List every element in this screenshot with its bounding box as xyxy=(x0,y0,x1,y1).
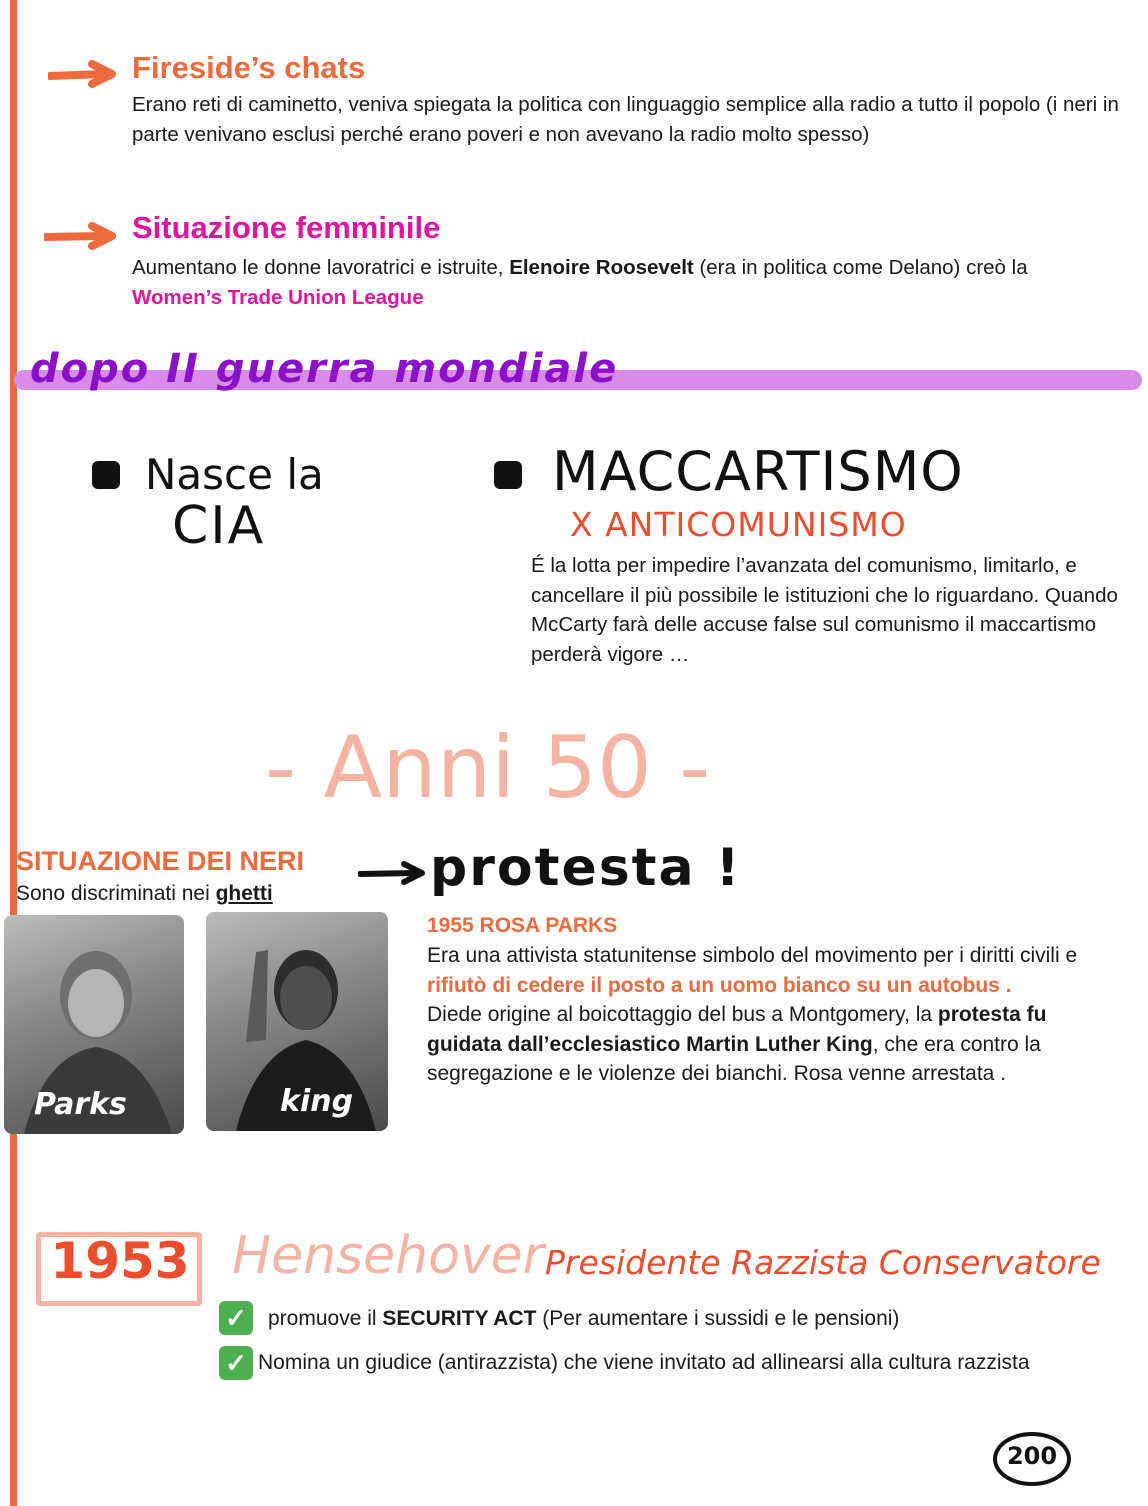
margin-line xyxy=(10,0,17,1506)
section-title: dopo II guerra mondiale xyxy=(30,346,619,392)
year-label: 1953 xyxy=(50,1232,190,1290)
king-label: king xyxy=(280,1084,354,1119)
femminile-text-a: Aumentano le donne lavoratrici e istruite, xyxy=(132,256,510,279)
fireside-text: Erano reti di caminetto, veniva spiegata la politica con linguaggio semplice alla radio a tutto il popolo (i neri in parte venivano esclusi perché erano poveri e non avevano la radio molto spesso) xyxy=(132,93,1119,146)
neri-title: SITUAZIONE DEI NERI xyxy=(16,846,305,876)
bullet-icon xyxy=(92,461,120,489)
rosa-text-b: Diede origine al boicottaggio del bus a Montgomery, la xyxy=(427,1003,938,1026)
fireside-title: Fireside’s chats xyxy=(132,50,366,85)
rosa-title: 1955 ROSA PARKS xyxy=(427,914,618,937)
list-item-1-a: promuove il xyxy=(268,1307,383,1330)
femminile-title: Situazione femminile xyxy=(132,210,441,245)
checkmark-icon: ✓ xyxy=(219,1301,253,1335)
maccartismo-text: É la lotta per impedire l’avanzata del comunismo, limitarlo, e cancellare il più possibile le istituzioni che lo riguardano. Quando McCarty farà delle accuse false sul comunismo il maccartismo perderà vigore … xyxy=(531,554,1118,666)
rosa-bold: protesta fu guidata dall’ecclesiastico Martin Luther King xyxy=(427,1003,1047,1056)
rosa-text-c: , che era contro la segregazione e le violenze dei bianchi. Rosa venne arrestata . xyxy=(427,1032,1041,1085)
arrow-icon xyxy=(44,222,118,252)
arrow-icon xyxy=(358,860,428,888)
neri-subtitle-a: Sono discriminati nei xyxy=(16,882,216,905)
parks-label: Parks xyxy=(34,1087,127,1122)
presidente-subtitle: Presidente Razzista Conservatore xyxy=(545,1243,1101,1282)
page-number: 200 xyxy=(1006,1442,1058,1470)
femminile-text xyxy=(132,253,1092,312)
list-item-1 xyxy=(268,1302,1128,1335)
rosa-highlight: rifiutò di cedere il posto a un uomo bianco su un autobus . xyxy=(427,973,1012,997)
list-item-1-b: (Per aumentare i sussidi e le pensioni) xyxy=(536,1307,900,1330)
neri-subtitle xyxy=(16,882,273,906)
ghetti-word: ghetti xyxy=(215,882,273,905)
wtul-name: Women’s Trade Union League xyxy=(132,285,424,309)
roosevelt-name: Elenoire Roosevelt xyxy=(509,256,694,279)
rosa-text xyxy=(427,941,1117,1089)
list-item-2: Nomina un giudice (antirazzista) che viene invitato ad allinearsi alla cultura razzista xyxy=(258,1351,1030,1374)
anticomunismo-subtitle: X ANTICOMUNISMO xyxy=(570,505,907,544)
rosa-parks-photo xyxy=(4,915,184,1134)
maccartismo-title: MACCARTISMO xyxy=(552,440,964,503)
cia-line2: CIA xyxy=(172,496,266,556)
cia-line1: Nasce la xyxy=(145,450,324,499)
checkmark-icon: ✓ xyxy=(219,1346,253,1380)
arrow-icon xyxy=(48,60,118,90)
hensehover-heading: Hensehover xyxy=(232,1226,545,1286)
rosa-text-a: Era una attivista statunitense simbolo del movimento per i diritti civili e xyxy=(427,944,1078,967)
protesta-heading: protesta ! xyxy=(430,838,742,898)
anni-50-heading: - Anni 50 - xyxy=(265,718,711,818)
femminile-text-b: (era in politica come Delano) creò la xyxy=(693,256,1028,279)
bullet-icon xyxy=(494,461,522,489)
security-act: SECURITY ACT xyxy=(382,1307,537,1330)
mlk-photo xyxy=(206,912,388,1131)
